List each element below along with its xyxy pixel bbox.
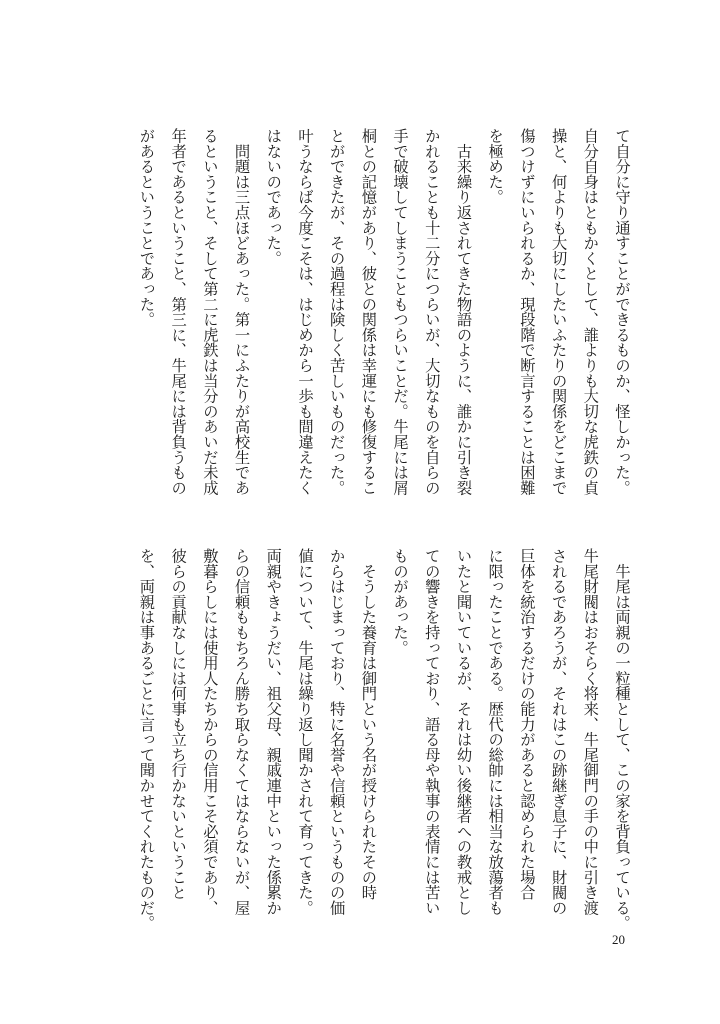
text-line: 両親やきょうだい、祖父母、親戚連中といった係累か	[264, 548, 283, 916]
text-line: 牛尾財閥はおそらく将来、牛尾御門の手の中に引き渡	[581, 548, 600, 916]
text-line: かれることも十二分につらいが、大切なものを自らの	[422, 128, 441, 496]
text-line: るということ、そして第二に虎鉄は当分のあいだ未成	[200, 128, 219, 496]
text-line: があるということであった。	[137, 128, 156, 327]
text-line: 傷つけずにいられるか、現段階で断言することは困難	[517, 128, 536, 496]
text-line: を、両親は事あるごとに言って聞かせてくれたものだ。	[137, 548, 156, 931]
text-line: 年者であるということ、第三に、牛尾には背負うもの	[169, 128, 188, 496]
text-line: 問題は三点ほどあった。第一にふたりが高校生であ	[232, 128, 251, 496]
text-line: 巨体を統治するだけの能力があると認められた場合	[517, 548, 536, 900]
text-line: て自分に守り通すことができるものか、怪しかった。	[613, 128, 631, 496]
text-line: 敷暮らしには使用人たちからの信用こそ必須であり、	[200, 548, 219, 916]
text-line: 操と、何よりも大切にしたいふたりの関係をどこまで	[549, 128, 568, 496]
text-line: そうした養育は御門という名が授けられたその時	[359, 548, 378, 900]
text-line: 彼らの貢献なしには何事も立ち行かないということ	[169, 548, 188, 900]
text-line: 自分自身はともかくとして、誰よりも大切な虎鉄の貞	[581, 128, 600, 496]
text-line: らの信頼ももちろん勝ち取らなくてはならないが、屋	[232, 548, 251, 916]
text-line: 桐との記憶があり、彼との関係は幸運にも修復するこ	[359, 128, 378, 496]
text-line: されるであろうが、それはこの跡継ぎ息子に、財閥の	[549, 548, 568, 916]
text-line: はないのであった。	[264, 128, 283, 266]
lower-text-block	[129, 548, 637, 931]
text-line: ものがあった。	[391, 548, 410, 656]
text-line: 古来繰り返されてきた物語のように、誰かに引き裂	[454, 128, 473, 496]
upper-text-block	[129, 128, 637, 500]
text-line: 手で破壊してしまうこともつらいことだ。牛尾には屑	[391, 128, 410, 496]
text-line: に限ったことである。歴代の総帥には相当な放蕩者も	[486, 548, 505, 916]
text-line: 牛尾は両親の一粒種として、この家を背負っている。	[613, 548, 631, 931]
text-line: 値について、牛尾は繰り返し聞かされて育ってきた。	[295, 548, 314, 916]
text-line: とができたが、その過程は険しく苦しいものだった。	[327, 128, 346, 496]
text-line: 叶うならば今度こそは、はじめから一歩も間違えたく	[295, 128, 314, 496]
text-line: を極めた。	[486, 128, 505, 205]
text-line: からはじまっており、特に名誉や信頼というものの価	[327, 548, 346, 916]
text-line: ての響きを持っており、語る母や執事の表情には苦い	[422, 548, 441, 916]
text-line: いたと聞いているが、それは幼い後継者への教戒とし	[454, 548, 473, 916]
page-number: 20	[612, 932, 625, 947]
